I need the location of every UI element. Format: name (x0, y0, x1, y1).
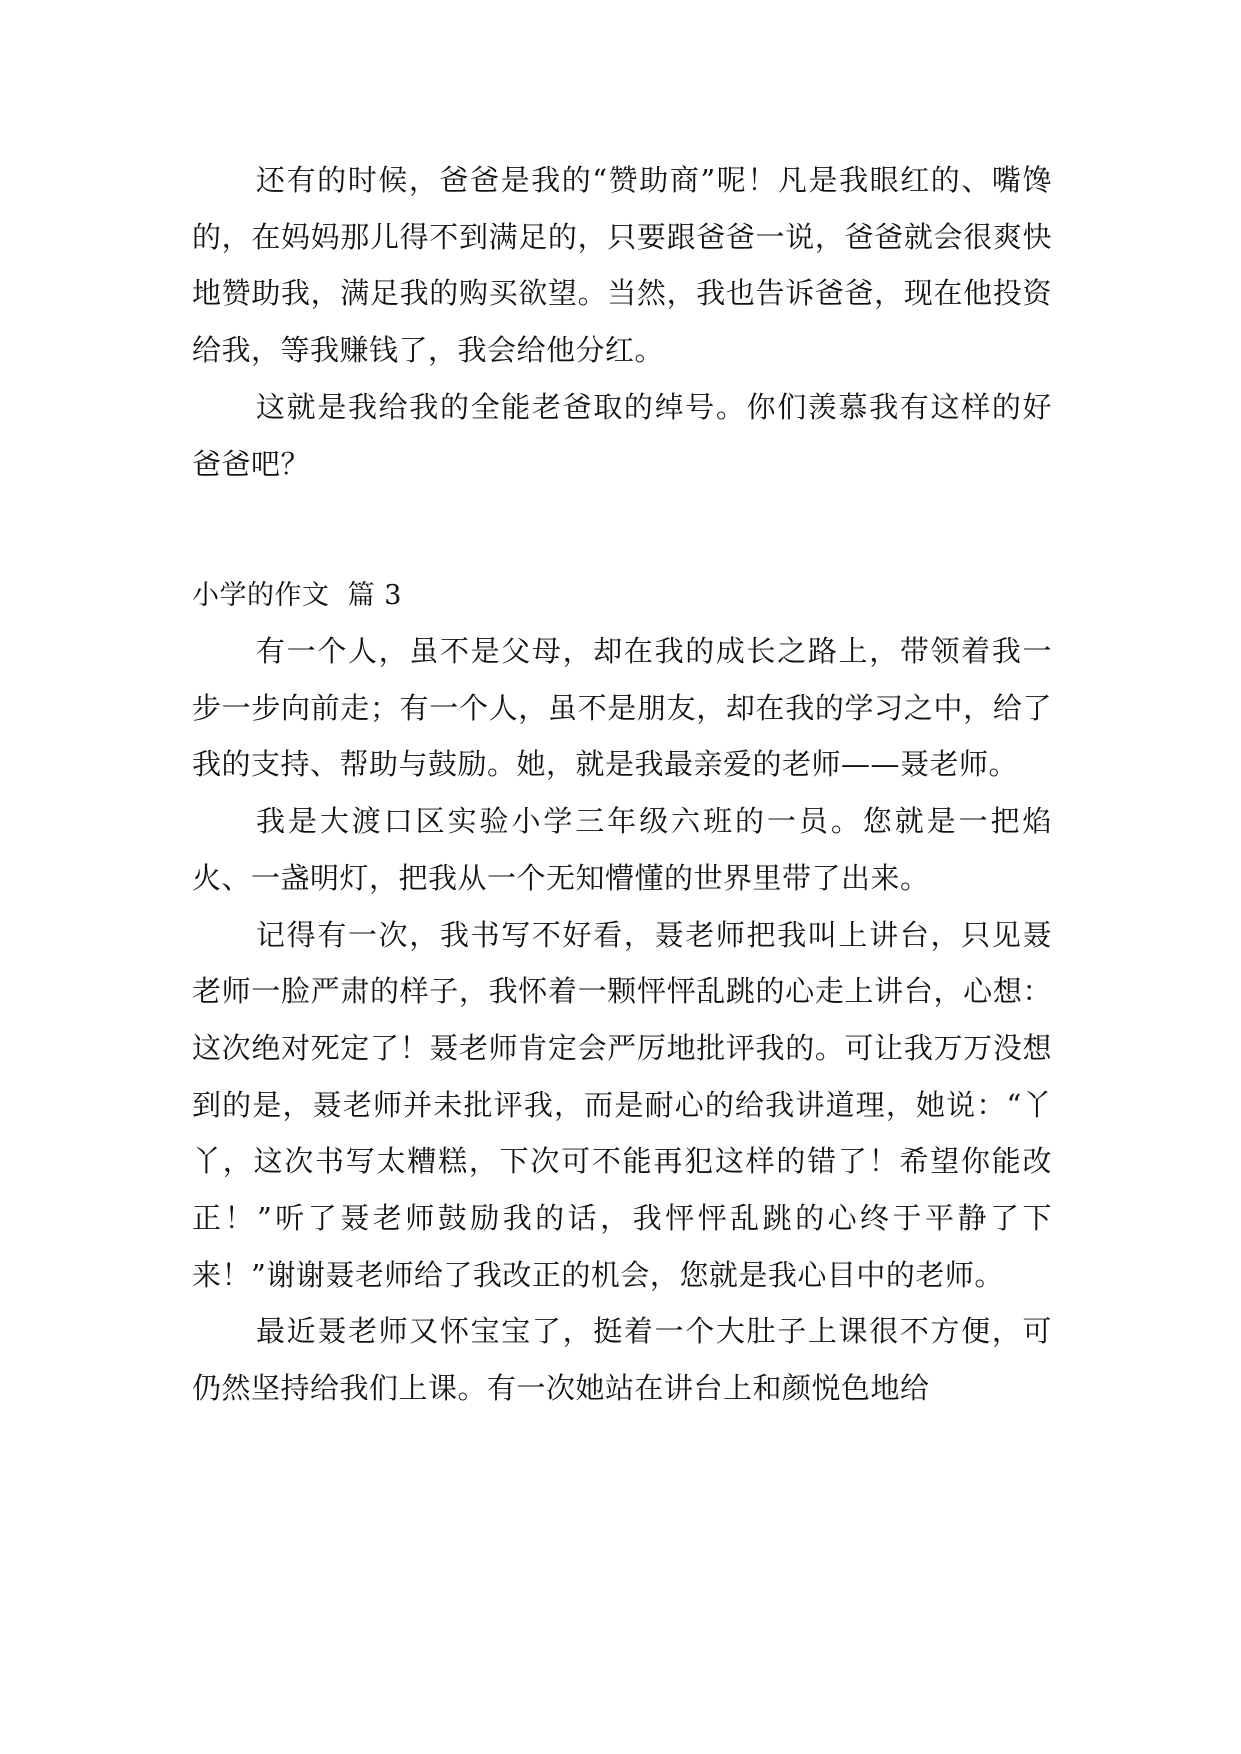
paragraph: 这就是我给我的全能老爸取的绰号。你们羡慕我有这样的好爸爸吧？ (192, 389, 1052, 481)
paragraph: 记得有一次，我书写不好看，聂老师把我叫上讲台，只见聂老师一脸严肃的样子，我怀着一颗怦怦乱跳的心走上讲台，心想：这次绝对死定了！聂老师肯定会严厉地批评我的。可让我万万没想到的是，聂老师并未批评我，而是耐心的给我讲道理，她说：“丫丫，这次书写太糟糕，下次可不能再犯这样的错了！希望你能改正！”听了聂老师鼓励我的话，我怦怦乱跳的心终于平静了下来！”谢谢聂老师给了我改正的机会，您就是我心目中的老师。 (192, 917, 1052, 1292)
section-1-body (192, 152, 1052, 492)
paragraph: 最近聂老师又怀宝宝了，挺着一个大肚子上课很不方便，可仍然坚持给我们上课。有一次她站在讲台上和颜悦色地给 (192, 1314, 1052, 1406)
section-2-body (192, 623, 1052, 1417)
paragraph: 还有的时候，爸爸是我的“赞助商”呢！凡是我眼红的、嘴馋的，在妈妈那儿得不到满足的，只要跟爸爸一说，爸爸就会很爽快地赞助我，满足我的购买欲望。当然，我也告诉爸爸，现在他投资给我，等我赚钱了，我会给他分红。 (192, 163, 1052, 368)
paragraph: 有一个人，虽不是父母，却在我的成长之路上，带领着我一步一步向前走；有一个人，虽不是朋友，却在我的学习之中，给了我的支持、帮助与鼓励。她，就是我最亲爱的老师——聂老师。 (192, 634, 1052, 782)
section-heading: 小学的作文 篇 3 (192, 580, 402, 611)
paragraph: 我是大渡口区实验小学三年级六班的一员。您就是一把焰火、一盏明灯，把我从一个无知懵懂的世界里带了出来。 (192, 804, 1052, 895)
